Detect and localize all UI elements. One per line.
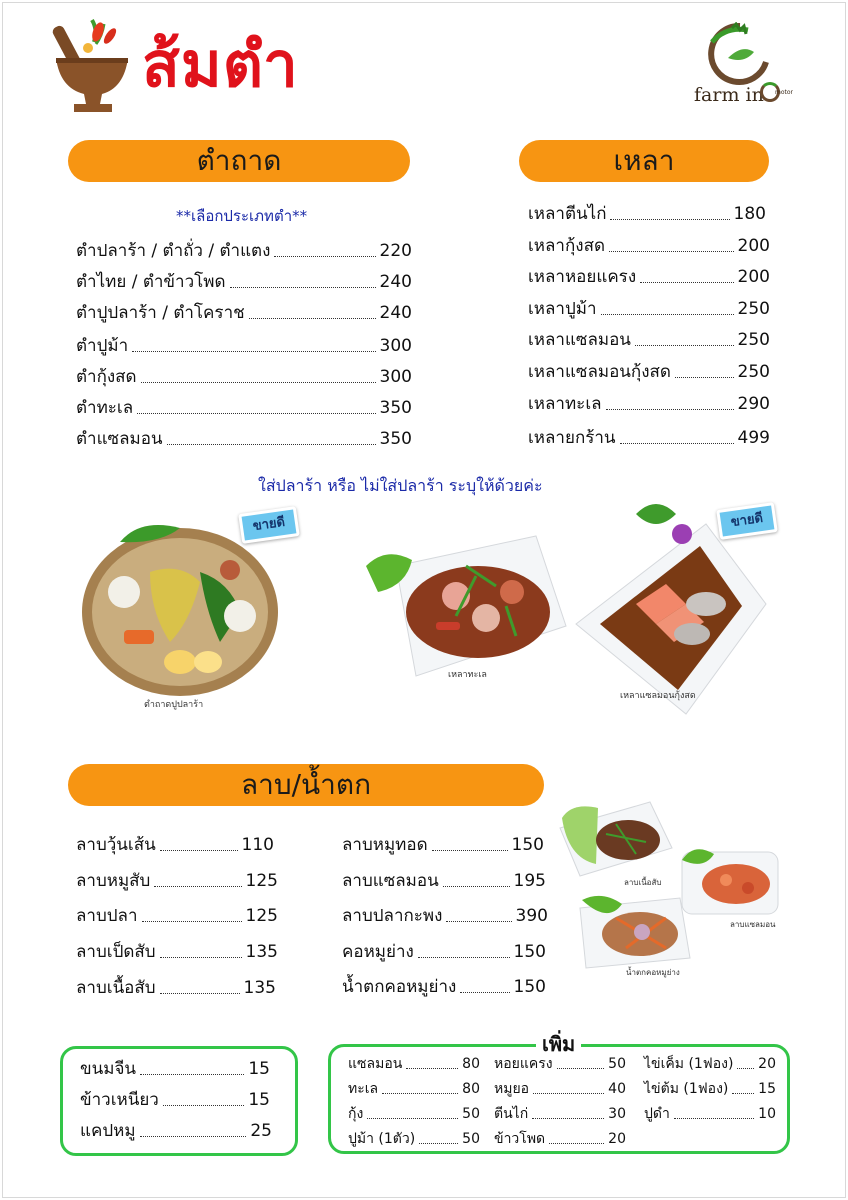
item-price: 350 — [379, 398, 412, 418]
leader-dots — [446, 921, 511, 922]
list-item — [76, 428, 412, 450]
leader-dots — [419, 1143, 458, 1144]
list-item — [494, 1130, 626, 1148]
leader-dots — [160, 993, 240, 994]
list-item — [80, 1089, 270, 1111]
item-name: ตำปูม้า — [76, 336, 129, 356]
item-name: เหลาปูม้า — [528, 299, 597, 319]
item-name: ลาบเนื้อสับ — [76, 978, 156, 998]
leader-dots — [367, 1118, 458, 1119]
item-price: 150 — [513, 942, 546, 962]
list-item — [348, 1105, 480, 1123]
item-price: 80 — [462, 1081, 480, 1097]
item-name: ทะเล — [348, 1081, 379, 1097]
list-item — [76, 941, 278, 963]
brand-name: farm in — [694, 84, 764, 106]
item-name: ปูม้า (1ตัว) — [348, 1131, 416, 1147]
item-price: 40 — [608, 1081, 626, 1097]
leader-dots — [460, 992, 509, 993]
item-name: เหลากุ้งสด — [528, 236, 605, 256]
leader-dots — [160, 957, 242, 958]
item-price: 300 — [379, 336, 412, 356]
item-name: ตำแซลมอน — [76, 429, 163, 449]
item-name: น้ำตกคอหมูย่าง — [342, 977, 457, 997]
item-price: 499 — [737, 428, 770, 448]
photo-lao-talay — [366, 526, 568, 686]
leader-dots — [533, 1093, 604, 1094]
item-price: 50 — [608, 1056, 626, 1072]
list-item — [528, 298, 770, 320]
list-item — [76, 834, 274, 856]
item-name: เหลาหอยแครง — [528, 267, 637, 287]
leader-dots — [141, 382, 376, 383]
leader-dots — [606, 409, 734, 410]
leader-dots — [418, 957, 510, 958]
brand-sub: motor — [775, 89, 794, 96]
list-item — [348, 1130, 480, 1148]
photo-caption: เหลาทะเล — [448, 670, 487, 680]
list-item — [342, 870, 546, 892]
item-name: ไข่เค็ม (1ฟอง) — [644, 1056, 734, 1072]
item-name: ลาบหมูสับ — [76, 871, 151, 891]
list-item — [76, 977, 276, 999]
leader-dots — [732, 1093, 754, 1094]
item-name: คอหมูย่าง — [342, 942, 414, 962]
item-price: 25 — [250, 1121, 272, 1141]
leader-dots — [163, 1105, 245, 1106]
item-price: 30 — [608, 1106, 626, 1122]
item-price: 50 — [462, 1131, 480, 1147]
leader-dots — [249, 318, 376, 319]
item-price: 200 — [737, 236, 770, 256]
list-item — [644, 1080, 776, 1098]
item-name: เหลายกร้าน — [528, 428, 616, 448]
leader-dots — [230, 287, 376, 288]
item-name: ไข่ต้ม (1ฟอง) — [644, 1081, 729, 1097]
item-name: ลาบแซลมอน — [342, 871, 439, 891]
item-name: ตำปูปลาร้า / ตำโคราช — [76, 303, 245, 323]
leader-dots — [142, 921, 242, 922]
list-item — [76, 271, 412, 293]
item-price: 250 — [737, 362, 770, 382]
leader-dots — [609, 251, 734, 252]
item-price: 125 — [245, 906, 278, 926]
leader-dots — [675, 377, 734, 378]
list-item — [80, 1120, 272, 1142]
photo-caption: ลาบแซลมอน — [730, 920, 776, 929]
item-price: 135 — [245, 942, 278, 962]
photo-namtok-kor-moo-yang — [576, 888, 694, 972]
item-price: 20 — [608, 1131, 626, 1147]
item-name: ตำปลาร้า / ตำถั่ว / ตำแตง — [76, 241, 271, 261]
list-item — [528, 203, 766, 225]
item-price: 350 — [379, 429, 412, 449]
leader-dots — [140, 1074, 244, 1075]
leader-dots — [549, 1143, 604, 1144]
leader-dots — [432, 850, 508, 851]
item-name: ข้าวเหนียว — [80, 1090, 159, 1110]
list-item — [644, 1105, 776, 1123]
leader-dots — [154, 886, 241, 887]
leader-dots — [274, 256, 375, 257]
bestseller-badge: ขายดี — [238, 506, 300, 544]
list-item — [76, 397, 412, 419]
list-item — [528, 235, 770, 257]
leader-dots — [140, 1136, 247, 1137]
list-item — [528, 361, 770, 383]
item-name: เหลาทะเล — [528, 394, 602, 414]
item-price: 220 — [379, 241, 412, 261]
item-price: 10 — [758, 1106, 776, 1122]
photo-caption: ลาบเนื้อสับ — [624, 878, 662, 887]
item-price: 80 — [462, 1056, 480, 1072]
item-name: ตำทะเล — [76, 398, 134, 418]
leader-dots — [382, 1093, 458, 1094]
item-price: 15 — [758, 1081, 776, 1097]
photo-larb-nuea-sab — [556, 798, 676, 880]
item-name: ปูดำ — [644, 1106, 670, 1122]
leader-dots — [160, 850, 238, 851]
item-price: 250 — [737, 299, 770, 319]
leader-dots — [557, 1068, 605, 1069]
item-name: กุ้ง — [348, 1106, 364, 1122]
extras-heading: เพิ่ม — [536, 1032, 581, 1056]
list-item — [342, 905, 548, 927]
item-price: 180 — [733, 204, 766, 224]
mortar-logo-icon — [48, 14, 132, 118]
farm-logo-icon — [700, 22, 770, 86]
plara-note: ใส่ปลาร้า หรือ ไม่ใส่ปลาร้า ระบุให้ด้วยค่ะ — [258, 476, 543, 495]
leader-dots — [137, 413, 375, 414]
photo-caption: เหลาแซลมอนกุ้งสด — [620, 691, 696, 701]
item-name: ลาบวุ้นเส้น — [76, 835, 156, 855]
item-price: 110 — [241, 835, 274, 855]
list-item — [494, 1055, 626, 1073]
section-larb-heading: ลาบ/น้ำตก — [68, 764, 544, 806]
list-item — [76, 302, 412, 324]
item-price: 135 — [243, 978, 276, 998]
leader-dots — [167, 444, 376, 445]
item-name: เหลาตีนไก่ — [528, 204, 607, 224]
list-item — [528, 427, 770, 449]
leader-dots — [406, 1068, 458, 1069]
list-item — [342, 976, 546, 998]
item-price: 240 — [379, 303, 412, 323]
item-name: ตำไทย / ตำข้าวโพด — [76, 272, 226, 292]
bestseller-badge: ขายดี — [716, 502, 778, 540]
item-name: แคปหมู — [80, 1121, 136, 1141]
list-item — [342, 834, 544, 856]
leader-dots — [737, 1068, 754, 1069]
item-price: 125 — [245, 871, 278, 891]
list-item — [80, 1058, 270, 1080]
section-tam-thad-heading: ตำถาด — [68, 140, 410, 182]
item-price: 15 — [248, 1090, 270, 1110]
leader-dots — [640, 282, 733, 283]
page-title: ส้มตำ — [142, 28, 299, 101]
list-item — [76, 366, 412, 388]
leader-dots — [532, 1118, 604, 1119]
item-price: 240 — [379, 272, 412, 292]
item-price: 50 — [462, 1106, 480, 1122]
item-price: 195 — [513, 871, 546, 891]
item-price: 15 — [248, 1059, 270, 1079]
photo-caption: ตำถาดปูปลาร้า — [144, 700, 204, 710]
item-name: ข้าวโพด — [494, 1131, 546, 1147]
item-name: หอยแครง — [494, 1056, 553, 1072]
item-price: 250 — [737, 330, 770, 350]
list-item — [76, 240, 412, 262]
tam-type-note: **เลือกประเภทตำ** — [176, 207, 308, 225]
section-lao-heading: เหลา — [519, 140, 769, 182]
item-name: ลาบเป็ดสับ — [76, 942, 156, 962]
item-name: เหลาแซลมอน — [528, 330, 631, 350]
item-name: ลาบหมูทอด — [342, 835, 428, 855]
leader-dots — [674, 1118, 754, 1119]
list-item — [348, 1055, 480, 1073]
item-price: 150 — [511, 835, 544, 855]
list-item — [528, 393, 770, 415]
leader-dots — [601, 314, 734, 315]
list-item — [76, 870, 278, 892]
item-name: ลาบปลา — [76, 906, 138, 926]
item-name: แซลมอน — [348, 1056, 403, 1072]
item-name: เหลาแซลมอนกุ้งสด — [528, 362, 671, 382]
item-name: ขนมจีน — [80, 1059, 137, 1079]
item-price: 150 — [513, 977, 546, 997]
item-price: 290 — [737, 394, 770, 414]
list-item — [528, 266, 770, 288]
leader-dots — [610, 219, 729, 220]
item-price: 390 — [515, 906, 548, 926]
list-item — [348, 1080, 480, 1098]
leader-dots — [132, 351, 375, 352]
item-name: ลาบปลากะพง — [342, 906, 443, 926]
list-item — [494, 1105, 626, 1123]
list-item — [644, 1055, 776, 1073]
item-price: 200 — [737, 267, 770, 287]
item-name: ตีนไก่ — [494, 1106, 529, 1122]
leader-dots — [443, 886, 510, 887]
leader-dots — [635, 345, 734, 346]
leader-dots — [620, 443, 734, 444]
item-name: ตำกุ้งสด — [76, 367, 137, 387]
item-price: 300 — [379, 367, 412, 387]
list-item — [494, 1080, 626, 1098]
item-price: 20 — [758, 1056, 776, 1072]
list-item — [76, 335, 412, 357]
item-name: หมูยอ — [494, 1081, 530, 1097]
photo-caption: น้ำตกคอหมูย่าง — [626, 968, 680, 977]
list-item — [528, 329, 770, 351]
list-item — [342, 941, 546, 963]
list-item — [76, 905, 278, 927]
